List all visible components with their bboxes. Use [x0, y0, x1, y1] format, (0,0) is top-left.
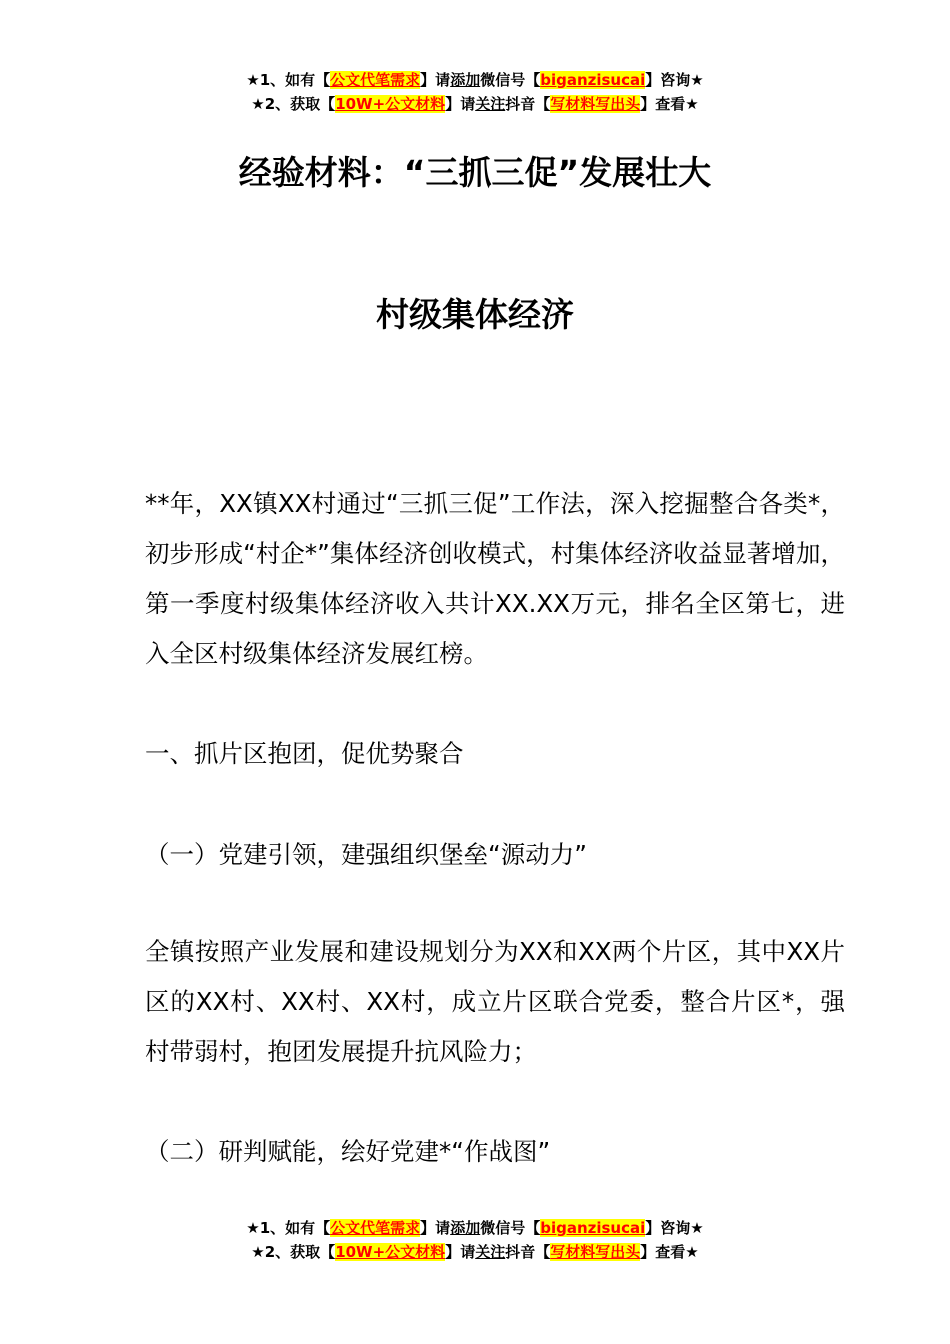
promo-text: 】查看★ [640, 1243, 699, 1261]
promo-text: 】查看★ [640, 95, 699, 113]
promo-wechat-id: biganzisucai [540, 71, 646, 89]
promo-douyin-id: 写材料写出头 [550, 1243, 641, 1261]
promo-text: 抖音【 [505, 1243, 551, 1261]
promo-highlight: 公文代笔需求 [330, 1219, 421, 1237]
promo-line-1 [0, 1216, 950, 1240]
document-title-line-1: 经验材料：“三抓三促”发展壮大 [238, 153, 712, 192]
promo-underlined-text: 关注 [475, 1243, 506, 1261]
subsection-heading-2: （二）研判赋能，绘好党建*“作战图” [145, 1137, 551, 1166]
section-heading-1: 一、抓片区抱团，促优势聚合 [145, 739, 464, 768]
promo-underlined-text: 关注 [475, 95, 506, 113]
footer-promo-banner [0, 1216, 950, 1264]
subsection-heading-1: （一）党建引领，建强组织堡垒“源动力” [145, 840, 587, 869]
promo-line-1 [0, 68, 950, 92]
promo-text: 】请 [420, 71, 451, 89]
promo-highlight: 公文代笔需求 [330, 71, 421, 89]
promo-douyin-id: 写材料写出头 [550, 95, 641, 113]
subsection-paragraph-1: 全镇按照产业发展和建设规划分为XX和XX两个片区，其中XX片区的XX村、XX村、XX村，成立片区联合党委，整合片区*，强村带弱村，抱团发展提升抗风险力； [145, 937, 845, 1066]
promo-text: ★2、获取【 [251, 1243, 336, 1261]
promo-text: 】咨询★ [645, 1219, 704, 1237]
promo-text: 微信号【 [480, 71, 541, 89]
intro-paragraph: **年，XX镇XX村通过“三抓三促”工作法，深入挖掘整合各类*，初步形成“村企*”集体经济创收模式，村集体经济收益显著增加，第一季度村级集体经济收入共计XX.XX万元，排名全区第七，进入全区村级集体经济发展红榜。 [145, 489, 845, 668]
promo-line-2 [0, 1240, 950, 1264]
promo-underlined-text: 添加 [450, 1219, 481, 1237]
promo-text: 抖音【 [505, 95, 551, 113]
promo-highlight: 10W+公文材料 [335, 95, 446, 113]
promo-highlight: 10W+公文材料 [335, 1243, 446, 1261]
promo-text: ★1、如有【 [246, 71, 331, 89]
header-promo-banner [0, 68, 950, 116]
promo-text: 】请 [420, 1219, 451, 1237]
promo-text: 】咨询★ [645, 71, 704, 89]
promo-underlined-text: 添加 [450, 71, 481, 89]
promo-text: ★2、获取【 [251, 95, 336, 113]
promo-line-2 [0, 92, 950, 116]
promo-text: 】请 [445, 1243, 476, 1261]
promo-text: 微信号【 [480, 1219, 541, 1237]
promo-text: 】请 [445, 95, 476, 113]
promo-text: ★1、如有【 [246, 1219, 331, 1237]
document-title-line-2: 村级集体经济 [376, 295, 574, 334]
promo-wechat-id: biganzisucai [540, 1219, 646, 1237]
